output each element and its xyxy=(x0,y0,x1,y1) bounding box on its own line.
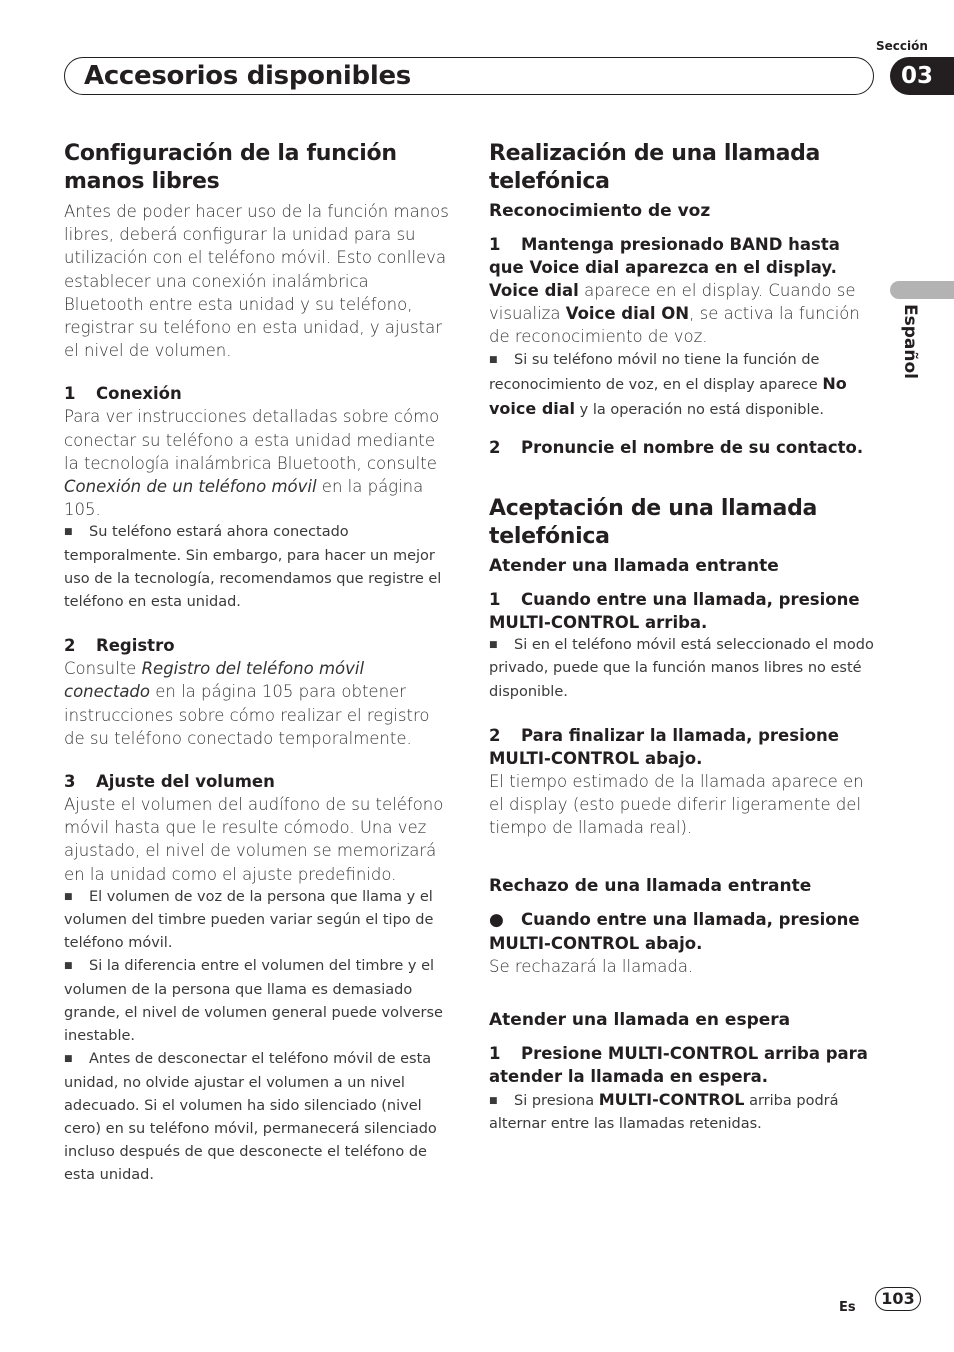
right-column xyxy=(489,140,877,1136)
footer-language-code: Es xyxy=(839,1300,856,1315)
page-number: 103 xyxy=(875,1287,921,1311)
note-item: ■ Su teléfono estará ahora conectado temporalmente. Sin embargo, para hacer un mejor uso de la tecnología, recomendamos que registre el teléfono en esta unidad. xyxy=(64,524,442,611)
subheading-call-waiting: Atender una llamada en espera xyxy=(489,1009,791,1030)
step-end-call: 2 Para finalizar la llamada, presione MULTI-CONTROL abajo. xyxy=(489,725,839,768)
step-volume: 3 Ajuste del volumen xyxy=(64,772,275,792)
subheading-answer-incoming: Atender una llamada entrante xyxy=(489,556,779,577)
section-label: Sección xyxy=(876,39,928,53)
step-say-name: 2 Pronuncie el nombre de su contacto. xyxy=(489,438,864,458)
note-item: ■ Si la diferencia entre el volumen del timbre y el volumen de la persona que llama es demasiado grande, el nivel de volumen general puede volverse inestable. xyxy=(64,958,443,1045)
note-item: ■ Si su teléfono móvil no tiene la función de reconocimiento de voz, en el display aparece No voice dial y la operación no está disponible. xyxy=(489,351,847,419)
note-item: ■ El volumen de voz de la persona que llama y el volumen del timbre pueden variar según el tipo de teléfono móvil. xyxy=(64,888,434,952)
step-registration: 2 Registro xyxy=(64,636,175,656)
step-reject: ● Cuando entre una llamada, presione MULTI-CONTROL abajo. xyxy=(489,910,860,954)
subheading-voice-recognition: Reconocimiento de voz xyxy=(489,201,711,221)
left-column xyxy=(64,140,452,1188)
step-reject-text: Se rechazará la llamada. xyxy=(489,957,694,977)
note-item: ■ Antes de desconectar el teléfono móvil de esta unidad, no olvide ajustar el volumen a un nivel adecuado. Si el volumen ha sido silenciado (nivel cero) en su teléfono móvil, permanecerá silenciado incluso después de que desconecte el teléfono de esta unidad. xyxy=(64,1051,437,1184)
note-item: ■ Si presiona MULTI-CONTROL arriba podrá alternar entre las llamadas retenidas. xyxy=(489,1089,839,1132)
step-hold-band-text: Voice dial aparece en el display. Cuando se visualiza Voice dial ON, se activa la función de reconocimiento de voz. xyxy=(489,281,860,347)
intro-paragraph: Antes de poder hacer uso de la función manos libres, deberá configurar la unidad para su utilización con el teléfono móvil. Esto conlleva establecer una conexión inalámbrica Bluetooth entre esta unidad y su teléfono, registrar su teléfono en esta unidad, y ajustar el nivel de volumen. xyxy=(64,202,449,361)
section-heading-handsfree: Configuración de la función manos libres xyxy=(64,141,397,194)
language-tab xyxy=(890,281,954,299)
step-answer: 1 Cuando entre una llamada, presione MULTI-CONTROL arriba. xyxy=(489,590,860,633)
section-heading-call: Realización de una llamada telefónica xyxy=(489,141,821,194)
step-connection: 1 Conexión xyxy=(64,384,182,404)
bullet-dot-icon: ● xyxy=(489,910,504,931)
step-hold-band: 1 Mantenga presionado BAND hasta que Voice dial aparezca en el display. xyxy=(489,235,840,277)
step-connection-text: Para ver instrucciones detalladas sobre cómo conectar su teléfono a esta unidad mediante la tecnología inalámbrica Bluetooth, consulte Conexión de un teléfono móvil en la página 105. xyxy=(64,407,440,520)
language-label: Español xyxy=(900,304,920,379)
section-heading-accept: Aceptación de una llamada telefónica xyxy=(489,496,818,550)
step-registration-text: Consulte Registro del teléfono móvil conectado en la página 105 para obtener instrucciones sobre cómo realizar el registro de su teléfono conectado temporalmente. xyxy=(64,659,430,748)
subheading-reject: Rechazo de una llamada entrante xyxy=(489,876,812,897)
section-number-badge: 03 xyxy=(890,57,954,95)
step-call-waiting: 1 Presione MULTI-CONTROL arriba para atender la llamada en espera. xyxy=(489,1043,868,1086)
page-title: Accesorios disponibles xyxy=(84,61,411,91)
step-volume-text: Ajuste el volumen del audífono de su teléfono móvil hasta que le resulte cómodo. Una vez ajustado, el nivel de volumen se memorizará en la unidad como el ajuste predefinido. xyxy=(64,795,444,884)
note-item: ■ Si en el teléfono móvil está seleccionado el modo privado, puede que la función manos libres no esté disponible. xyxy=(489,637,874,700)
step-end-call-text: El tiempo estimado de la llamada aparece en el display (esto puede diferir ligeramente del tiempo de llamada real). xyxy=(489,771,864,838)
